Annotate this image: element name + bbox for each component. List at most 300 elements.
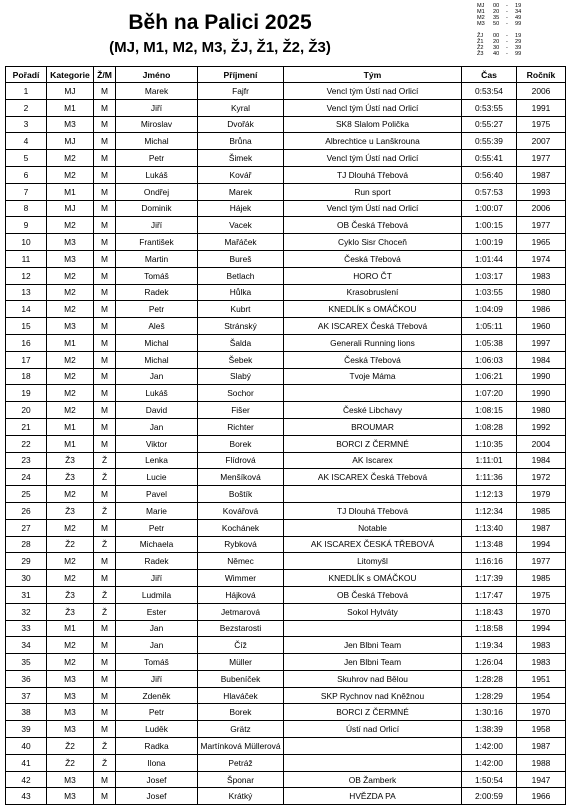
cell-birth-year: 1965	[517, 234, 566, 251]
cell-team: SK8 Slalom Polička	[284, 116, 462, 133]
cell-gender: M	[94, 83, 116, 100]
cell-team: Česká Třebová	[284, 250, 462, 267]
cell-surname: Vacek	[198, 217, 284, 234]
cell-rank: 26	[6, 502, 47, 519]
cell-team: OB Žamberk	[284, 771, 462, 788]
table-row	[6, 150, 566, 167]
cell-rank: 30	[6, 570, 47, 587]
cell-surname: Grätz	[198, 721, 284, 738]
cell-first-name: Dominik	[116, 200, 198, 217]
cell-first-name: Zdeněk	[116, 687, 198, 704]
cell-rank: 33	[6, 620, 47, 637]
cell-surname: Martínková Müllerová	[198, 738, 284, 755]
cell-surname: Bubeníček	[198, 670, 284, 687]
cell-birth-year: 1970	[517, 704, 566, 721]
cell-time: 1:42:00	[462, 738, 517, 755]
cell-first-name: Jiří	[116, 670, 198, 687]
cell-team: Krasobruslení	[284, 284, 462, 301]
cell-surname: Rybková	[198, 536, 284, 553]
cell-category: M2	[47, 217, 94, 234]
cell-surname: Šimek	[198, 150, 284, 167]
cell-time: 1:03:55	[462, 284, 517, 301]
cell-rank: 8	[6, 200, 47, 217]
cell-category: M2	[47, 486, 94, 503]
cell-first-name: Jiří	[116, 570, 198, 587]
cell-birth-year: 1951	[517, 670, 566, 687]
cell-first-name: Radek	[116, 553, 198, 570]
cell-surname: Fajfr	[198, 83, 284, 100]
cell-first-name: Tomáš	[116, 654, 198, 671]
cell-time: 1:06:03	[462, 351, 517, 368]
table-row	[6, 385, 566, 402]
legend-age-from: 00	[493, 33, 500, 39]
cell-time: 1:10:35	[462, 435, 517, 452]
cell-category: M2	[47, 385, 94, 402]
legend-age-from: 20	[493, 9, 500, 15]
table-row	[6, 250, 566, 267]
cell-gender: M	[94, 250, 116, 267]
legend-age-to: 39	[515, 45, 522, 51]
cell-category: M2	[47, 351, 94, 368]
cell-rank: 40	[6, 738, 47, 755]
cell-surname: Šponar	[198, 771, 284, 788]
cell-surname: Hájek	[198, 200, 284, 217]
cell-gender: M	[94, 637, 116, 654]
cell-team: Vencl tým Ústí nad Orlicí	[284, 99, 462, 116]
cell-rank: 29	[6, 553, 47, 570]
cell-time: 1:05:11	[462, 318, 517, 335]
cell-time: 0:55:27	[462, 116, 517, 133]
cell-time: 1:42:00	[462, 754, 517, 771]
cell-surname: Kovářová	[198, 502, 284, 519]
cell-first-name: Pavel	[116, 486, 198, 503]
cell-gender: M	[94, 704, 116, 721]
legend-category: ŽJ	[477, 33, 484, 39]
cell-gender: M	[94, 402, 116, 419]
legend-age-from: 20	[493, 39, 500, 45]
cell-birth-year: 1979	[517, 486, 566, 503]
cell-birth-year: 1983	[517, 267, 566, 284]
cell-category: Ž2	[47, 536, 94, 553]
cell-time: 1:13:40	[462, 519, 517, 536]
cell-category: Ž3	[47, 586, 94, 603]
cell-team: AK ISCAREX Česká Třebová	[284, 318, 462, 335]
cell-surname: Betlach	[198, 267, 284, 284]
cell-birth-year: 1993	[517, 183, 566, 200]
cell-first-name: Viktor	[116, 435, 198, 452]
cell-birth-year: 1983	[517, 654, 566, 671]
legend-category: MJ	[477, 3, 485, 9]
cell-team: Sokol Hylváty	[284, 603, 462, 620]
table-row	[6, 200, 566, 217]
cell-surname: Číž	[198, 637, 284, 654]
cell-rank: 13	[6, 284, 47, 301]
cell-team	[284, 754, 462, 771]
legend-age-from: 35	[493, 15, 500, 21]
cell-category: M2	[47, 553, 94, 570]
legend-dash: -	[506, 21, 508, 27]
cell-birth-year: 1974	[517, 250, 566, 267]
cell-gender: M	[94, 133, 116, 150]
cell-time: 1:16:16	[462, 553, 517, 570]
cell-team: Vencl tým Ústí nad Orlicí	[284, 200, 462, 217]
cell-birth-year: 1977	[517, 217, 566, 234]
cell-first-name: Ilona	[116, 754, 198, 771]
cell-team: Vencl tým Ústí nad Orlicí	[284, 83, 462, 100]
cell-time: 1:11:01	[462, 452, 517, 469]
table-row	[6, 603, 566, 620]
table-row	[6, 334, 566, 351]
table-row	[6, 301, 566, 318]
cell-team	[284, 486, 462, 503]
table-row	[6, 166, 566, 183]
cell-first-name: Michal	[116, 334, 198, 351]
legend-dash: -	[506, 39, 508, 45]
cell-first-name: David	[116, 402, 198, 419]
cell-birth-year: 1970	[517, 603, 566, 620]
cell-birth-year: 1987	[517, 738, 566, 755]
cell-category: MJ	[47, 133, 94, 150]
table-row	[6, 519, 566, 536]
cell-team: OB Česká Třebová	[284, 217, 462, 234]
legend-age-to: 49	[515, 15, 522, 21]
cell-gender: M	[94, 687, 116, 704]
cell-surname: Flídrová	[198, 452, 284, 469]
cell-gender: M	[94, 334, 116, 351]
cell-birth-year: 1987	[517, 166, 566, 183]
cell-surname: Hůlka	[198, 284, 284, 301]
cell-category: M3	[47, 670, 94, 687]
cell-time: 1:17:39	[462, 570, 517, 587]
cell-first-name: Ondřej	[116, 183, 198, 200]
table-row	[6, 620, 566, 637]
cell-surname: Menšíková	[198, 469, 284, 486]
legend-category: M3	[477, 21, 485, 27]
table-row	[6, 418, 566, 435]
table-row	[6, 402, 566, 419]
cell-time: 1:00:15	[462, 217, 517, 234]
cell-rank: 5	[6, 150, 47, 167]
cell-time: 1:50:54	[462, 771, 517, 788]
cell-rank: 27	[6, 519, 47, 536]
table-row	[6, 116, 566, 133]
cell-time: 1:03:17	[462, 267, 517, 284]
cell-team: BORCI Z ČERMNÉ	[284, 704, 462, 721]
cell-surname: Slabý	[198, 368, 284, 385]
cell-category: M2	[47, 402, 94, 419]
cell-team: Notable	[284, 519, 462, 536]
cell-time: 1:06:21	[462, 368, 517, 385]
cell-birth-year: 1980	[517, 402, 566, 419]
cell-surname: Kubrt	[198, 301, 284, 318]
cell-category: Ž3	[47, 603, 94, 620]
cell-gender: Ž	[94, 738, 116, 755]
cell-surname: Stránský	[198, 318, 284, 335]
column-header-team: Tým	[284, 67, 462, 83]
cell-gender: M	[94, 200, 116, 217]
cell-rank: 28	[6, 536, 47, 553]
table-row	[6, 721, 566, 738]
cell-team	[284, 738, 462, 755]
cell-time: 1:08:15	[462, 402, 517, 419]
cell-rank: 6	[6, 166, 47, 183]
cell-rank: 15	[6, 318, 47, 335]
cell-team: Tvoje Máma	[284, 368, 462, 385]
cell-rank: 43	[6, 788, 47, 805]
cell-gender: Ž	[94, 586, 116, 603]
legend-age-to: 19	[515, 3, 522, 9]
cell-gender: Ž	[94, 536, 116, 553]
legend-dash: -	[506, 15, 508, 21]
table-header-row	[6, 67, 566, 83]
cell-first-name: Martin	[116, 250, 198, 267]
cell-time: 1:11:36	[462, 469, 517, 486]
cell-time: 1:19:34	[462, 637, 517, 654]
cell-rank: 11	[6, 250, 47, 267]
cell-surname: Němec	[198, 553, 284, 570]
cell-rank: 32	[6, 603, 47, 620]
cell-time: 0:57:53	[462, 183, 517, 200]
cell-birth-year: 1997	[517, 334, 566, 351]
cell-rank: 14	[6, 301, 47, 318]
results-table	[5, 66, 566, 805]
cell-gender: Ž	[94, 469, 116, 486]
cell-birth-year: 1985	[517, 570, 566, 587]
cell-gender: M	[94, 486, 116, 503]
legend-age-to: 29	[515, 39, 522, 45]
cell-birth-year: 1977	[517, 150, 566, 167]
cell-time: 1:01:44	[462, 250, 517, 267]
cell-category: M1	[47, 183, 94, 200]
cell-team: AK ISCAREX ČESKÁ TŘEBOVÁ	[284, 536, 462, 553]
table-row	[6, 788, 566, 805]
cell-surname: Šalda	[198, 334, 284, 351]
cell-team: Česká Třebová	[284, 351, 462, 368]
cell-surname: Richter	[198, 418, 284, 435]
cell-category: M2	[47, 637, 94, 654]
table-row	[6, 536, 566, 553]
cell-gender: M	[94, 183, 116, 200]
cell-team	[284, 385, 462, 402]
cell-gender: M	[94, 318, 116, 335]
cell-first-name: Radka	[116, 738, 198, 755]
cell-gender: M	[94, 788, 116, 805]
cell-category: M2	[47, 267, 94, 284]
cell-surname: Kovář	[198, 166, 284, 183]
cell-surname: Petráž	[198, 754, 284, 771]
column-header-rank: Pořadí	[6, 67, 47, 83]
cell-first-name: Lukáš	[116, 166, 198, 183]
cell-surname: Bureš	[198, 250, 284, 267]
cell-birth-year: 1975	[517, 116, 566, 133]
cell-first-name: Josef	[116, 771, 198, 788]
cell-surname: Mařáček	[198, 234, 284, 251]
cell-gender: M	[94, 654, 116, 671]
cell-team: České Libchavy	[284, 402, 462, 419]
cell-first-name: Jan	[116, 418, 198, 435]
cell-rank: 36	[6, 670, 47, 687]
cell-category: M1	[47, 418, 94, 435]
cell-team: AK ISCAREX Česká Třebová	[284, 469, 462, 486]
cell-first-name: Miroslav	[116, 116, 198, 133]
table-row	[6, 687, 566, 704]
cell-gender: M	[94, 284, 116, 301]
cell-birth-year: 1960	[517, 318, 566, 335]
cell-team: Run sport	[284, 183, 462, 200]
cell-time: 1:08:28	[462, 418, 517, 435]
cell-gender: M	[94, 771, 116, 788]
cell-rank: 12	[6, 267, 47, 284]
legend-age-to: 99	[515, 21, 522, 27]
cell-gender: Ž	[94, 603, 116, 620]
cell-team: Jen Blbni Team	[284, 654, 462, 671]
cell-rank: 2	[6, 99, 47, 116]
legend-age-to: 99	[515, 51, 522, 57]
cell-time: 1:30:16	[462, 704, 517, 721]
cell-first-name: Jan	[116, 637, 198, 654]
table-row	[6, 368, 566, 385]
cell-birth-year: 1991	[517, 99, 566, 116]
cell-rank: 37	[6, 687, 47, 704]
table-row	[6, 502, 566, 519]
table-row	[6, 83, 566, 100]
cell-first-name: Petr	[116, 704, 198, 721]
cell-first-name: Petr	[116, 150, 198, 167]
cell-category: M2	[47, 166, 94, 183]
cell-surname: Borek	[198, 704, 284, 721]
cell-rank: 17	[6, 351, 47, 368]
cell-birth-year: 1975	[517, 586, 566, 603]
cell-surname: Šebek	[198, 351, 284, 368]
cell-gender: M	[94, 385, 116, 402]
cell-category: M3	[47, 250, 94, 267]
table-row	[6, 284, 566, 301]
cell-birth-year: 1966	[517, 788, 566, 805]
legend-category: Ž2	[477, 45, 484, 51]
cell-first-name: Jiří	[116, 217, 198, 234]
cell-team: AK Iscarex	[284, 452, 462, 469]
cell-team: Albrechtice u Lanškrouna	[284, 133, 462, 150]
cell-team: HORO ČT	[284, 267, 462, 284]
cell-category: M3	[47, 704, 94, 721]
table-row	[6, 318, 566, 335]
cell-first-name: Petr	[116, 519, 198, 536]
column-header-category: Kategorie	[47, 67, 94, 83]
cell-category: M3	[47, 234, 94, 251]
cell-category: Ž2	[47, 738, 94, 755]
cell-team: BORCI Z ČERMNÉ	[284, 435, 462, 452]
table-row	[6, 670, 566, 687]
legend-dash: -	[506, 3, 508, 9]
cell-first-name: Marek	[116, 83, 198, 100]
cell-rank: 7	[6, 183, 47, 200]
table-row	[6, 486, 566, 503]
cell-surname: Hájková	[198, 586, 284, 603]
legend-age-to: 19	[515, 33, 522, 39]
cell-birth-year: 1984	[517, 351, 566, 368]
cell-time: 1:17:47	[462, 586, 517, 603]
table-row	[6, 469, 566, 486]
cell-gender: M	[94, 166, 116, 183]
legend-category: Ž1	[477, 39, 484, 45]
cell-time: 1:12:34	[462, 502, 517, 519]
cell-team: KNEDLÍK s OMÁČKOU	[284, 301, 462, 318]
legend-category: M1	[477, 9, 485, 15]
legend-age-from: 40	[493, 51, 500, 57]
cell-birth-year: 2006	[517, 200, 566, 217]
legend-age-from: 00	[493, 3, 500, 9]
cell-birth-year: 1987	[517, 519, 566, 536]
cell-gender: M	[94, 670, 116, 687]
cell-category: Ž3	[47, 469, 94, 486]
cell-surname: Kochánek	[198, 519, 284, 536]
cell-gender: M	[94, 234, 116, 251]
cell-category: M2	[47, 570, 94, 587]
table-row	[6, 351, 566, 368]
table-row	[6, 435, 566, 452]
cell-birth-year: 1954	[517, 687, 566, 704]
cell-first-name: Michaela	[116, 536, 198, 553]
cell-surname: Kyral	[198, 99, 284, 116]
legend-age-from: 50	[493, 21, 500, 27]
table-row	[6, 267, 566, 284]
cell-team: Ústí nad Orlicí	[284, 721, 462, 738]
cell-time: 1:28:28	[462, 670, 517, 687]
cell-team: SKP Rychnov nad Kněžnou	[284, 687, 462, 704]
legend-dash: -	[506, 51, 508, 57]
legend-dash: -	[506, 45, 508, 51]
cell-first-name: Ester	[116, 603, 198, 620]
cell-gender: Ž	[94, 452, 116, 469]
cell-category: M1	[47, 620, 94, 637]
cell-category: M2	[47, 519, 94, 536]
cell-rank: 1	[6, 83, 47, 100]
cell-birth-year: 1977	[517, 553, 566, 570]
cell-team	[284, 620, 462, 637]
cell-time: 1:04:09	[462, 301, 517, 318]
cell-category: M3	[47, 788, 94, 805]
cell-category: MJ	[47, 83, 94, 100]
table-row	[6, 738, 566, 755]
cell-time: 0:53:55	[462, 99, 517, 116]
cell-surname: Fišer	[198, 402, 284, 419]
column-header-first-name: Jméno	[116, 67, 198, 83]
cell-first-name: Jan	[116, 620, 198, 637]
cell-surname: Hlaváček	[198, 687, 284, 704]
legend-dash: -	[506, 33, 508, 39]
cell-time: 1:00:07	[462, 200, 517, 217]
cell-category: M2	[47, 301, 94, 318]
cell-gender: M	[94, 435, 116, 452]
cell-first-name: Lucie	[116, 469, 198, 486]
cell-surname: Marek	[198, 183, 284, 200]
cell-rank: 10	[6, 234, 47, 251]
cell-birth-year: 1990	[517, 385, 566, 402]
cell-first-name: Ludmila	[116, 586, 198, 603]
cell-time: 0:56:40	[462, 166, 517, 183]
table-row	[6, 654, 566, 671]
cell-surname: Müller	[198, 654, 284, 671]
cell-category: Ž2	[47, 754, 94, 771]
cell-time: 1:18:58	[462, 620, 517, 637]
cell-category: M3	[47, 721, 94, 738]
page-title: Běh na Palici 2025	[128, 11, 312, 34]
column-header-gender: Ž/M	[94, 67, 116, 83]
cell-surname: Boštík	[198, 486, 284, 503]
cell-rank: 42	[6, 771, 47, 788]
cell-team: KNEDLÍK s OMÁČKOU	[284, 570, 462, 587]
cell-category: M3	[47, 771, 94, 788]
